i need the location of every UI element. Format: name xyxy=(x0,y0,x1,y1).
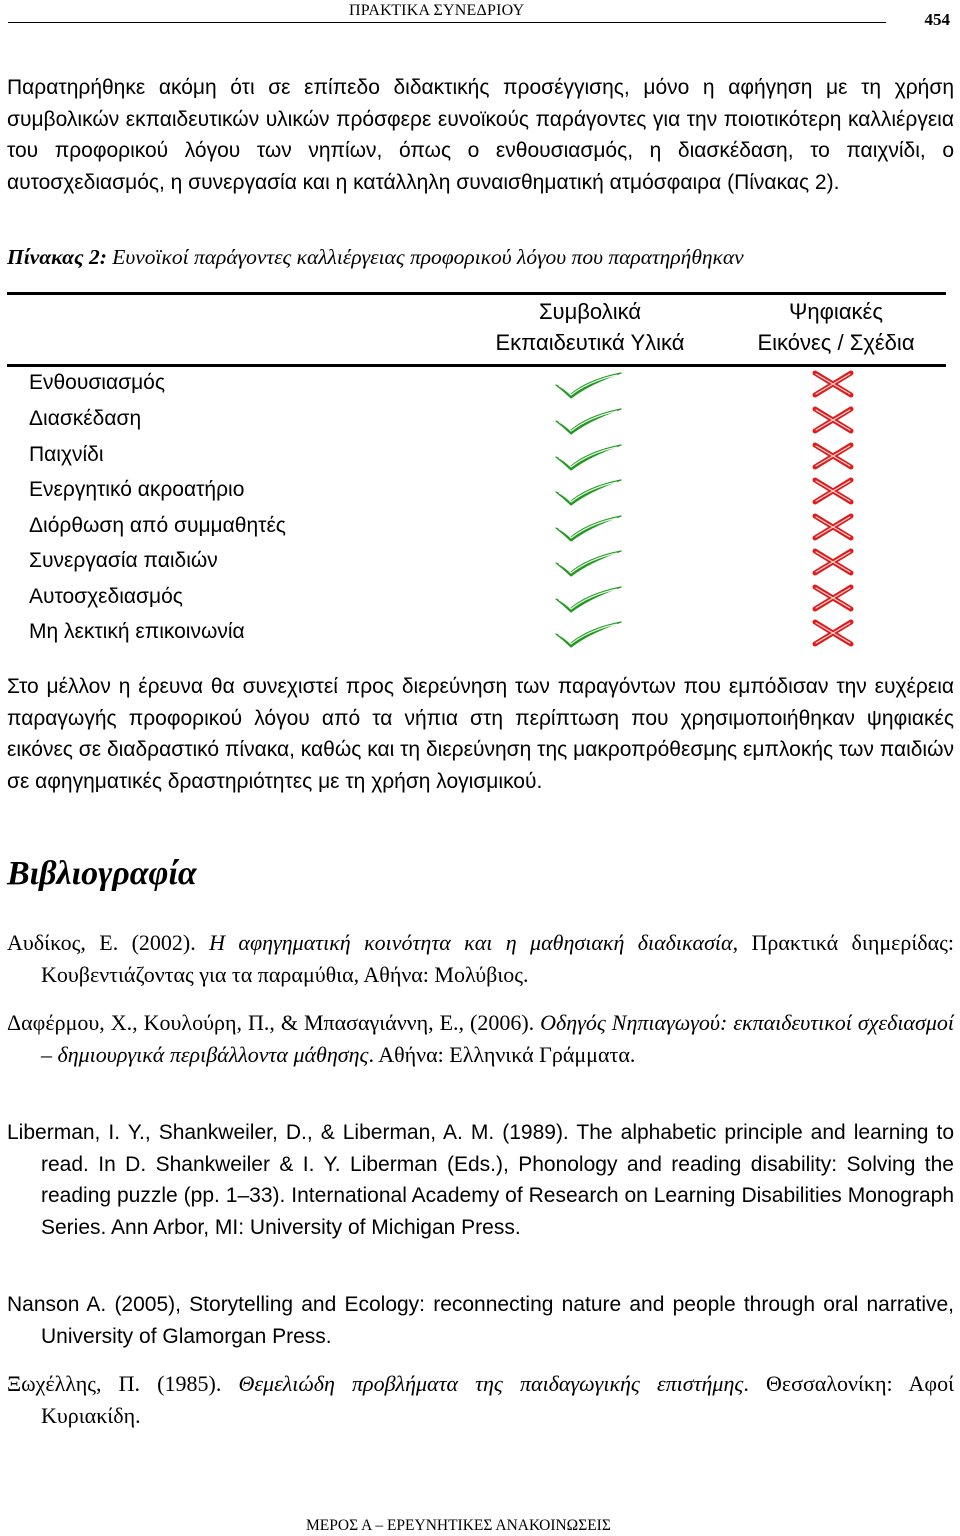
reference-details: Nanson A. (2005), Storytelling and Ecology: reconnecting nature and people through oral narrative, University of Glamorgan Press. xyxy=(7,1293,954,1348)
reference-entry xyxy=(7,1289,954,1352)
table-row-label: Ενεργητικό ακροατήριο xyxy=(29,478,245,501)
future-work-paragraph: Στο μέλλον η έρευνα θα συνεχιστεί προς διερεύνηση των παραγόντων που εμπόδισαν την ευχέρεια παραγωγής προφορικού λόγου από τα νήπια στη περίπτωση που χρησιμοποιήθηκαν ψηφιακές εικόνες σε διαδραστικό πίνακα, καθώς και τη διερεύνηση της μακροπρόθεσμης εμπλοκής των παιδιών σε αφηγηματικές δραστηριότητες με τη χρήση λογισμικού. xyxy=(7,675,954,793)
running-header: ΠΡΑΚΤΙΚΑ ΣΥΝΕΔΡΙΟΥ xyxy=(349,2,525,19)
table-row-label: Ενθουσιασμός xyxy=(29,371,165,394)
table-top-rule xyxy=(7,292,946,295)
check-mark-icon xyxy=(553,477,625,507)
bibliography-heading: Βιβλιογραφία xyxy=(7,855,197,892)
check-mark-icon xyxy=(553,513,625,543)
table-row-label: Διόρθωση από συμμαθητές xyxy=(29,514,286,537)
table-row-label: Συνεργασία παιδιών xyxy=(29,549,218,572)
table-row-label: Διασκέδαση xyxy=(29,407,142,430)
column-header-symbolic-line1: Συμβολικά xyxy=(538,299,642,324)
check-mark-icon xyxy=(553,442,625,472)
column-header-digital xyxy=(736,296,936,358)
check-mark-icon xyxy=(553,370,625,400)
check-mark-icon xyxy=(553,619,625,649)
table-caption-text: Ευνοϊκοί παράγοντες καλλιέργειας προφορικού λόγου που παρατηρήθηκαν xyxy=(106,245,744,269)
reference-title: Θεμελιώδη προβλήματα της παιδαγωγικής επιστήμης xyxy=(238,1371,744,1396)
cross-mark-icon xyxy=(810,512,856,542)
check-mark-icon xyxy=(553,406,625,436)
table-caption-label: Πίνακας 2: xyxy=(7,245,107,269)
reference-entry xyxy=(7,927,954,990)
column-header-digital-line1: Ψηφιακές xyxy=(789,299,883,324)
cross-mark-icon xyxy=(810,547,856,577)
reference-details: . Αθήνα: Ελληνικά Γράμματα. xyxy=(368,1041,636,1067)
reference-details: . Θεσσαλονίκη: Αφοί Κυριακίδη. xyxy=(41,1371,954,1428)
cross-mark-icon xyxy=(810,618,856,648)
reference-author: Αυδίκος, Ε. (2002). xyxy=(7,930,210,955)
reference-title: Οδηγός Νηπιαγωγού: εκπαιδευτικοί σχεδιασμοί – δημιουργικά περιβάλλοντα μάθησης xyxy=(41,1010,954,1067)
cross-mark-icon xyxy=(810,369,856,399)
column-header-symbolic xyxy=(470,296,710,358)
cross-mark-icon xyxy=(810,583,856,613)
check-mark-icon xyxy=(553,584,625,614)
cross-mark-icon xyxy=(810,476,856,506)
header-rule xyxy=(8,22,886,23)
reference-title: Η αφηγηματική κοινότητα και η μαθησιακή διαδικασία xyxy=(209,930,733,955)
intro-paragraph: Παρατηρήθηκε ακόμη ότι σε επίπεδο διδακτικής προσέγγισης, μόνο η αφήγηση με τη χρήση συμβολικών εκπαιδευτικών υλικών πρόσφερε ευνοϊκούς παράγοντες για την ποιοτικότερη καλλιέργεια του προφορικού λόγου των νηπίων, όπως ο ενθουσιασμός, η διασκέδαση, το παιχνίδι, ο αυτοσχεδιασμός, η συνεργασία και η κατάλληλη συναισθηματική ατμόσφαιρα (Πίνακας 2). xyxy=(7,76,954,194)
table-row-label: Αυτοσχεδιασμός xyxy=(29,585,183,608)
table-row-label: Παιχνίδι xyxy=(29,443,104,466)
reference-author: Ξωχέλλης, Π. (1985). xyxy=(7,1371,239,1396)
reference-entry xyxy=(7,1117,954,1243)
running-footer: ΜΕΡΟΣ Α – ΕΡΕΥΝΗΤΙΚΕΣ ΑΝΑΚΟΙΝΩΣΕΙΣ xyxy=(306,1517,611,1534)
reference-details: Liberman, I. Y., Shankweiler, D., & Liberman, A. M. (1989). The alphabetic principle and learning to read. In D. Shankweiler & I. Y. Liberman (Eds.), Phonology and reading disability: Solving the reading puzzle (pp. 1–33). International Academy of Research on Learning Disabilities Monograph Series. Ann Arbor, MI: University of Michigan Press. xyxy=(7,1121,954,1239)
column-header-symbolic-line2: Εκπαιδευτικά Υλικά xyxy=(495,330,685,355)
page-number: 454 xyxy=(924,10,950,29)
reference-entry xyxy=(7,1007,954,1070)
check-mark-icon xyxy=(553,548,625,578)
column-header-digital-line2: Εικόνες / Σχέδια xyxy=(757,330,915,355)
reference-details: , Πρακτικά διημερίδας: Κουβεντιάζοντας για τα παραμύθια, Αθήνα: Μολύβιος. xyxy=(41,930,954,987)
reference-author: Δαφέρμου, Χ., Κουλούρη, Π., & Μπασαγιάννη, Ε., (2006). xyxy=(7,1010,541,1035)
table-caption xyxy=(7,245,744,270)
reference-entry xyxy=(7,1368,954,1431)
table-header-rule xyxy=(7,364,946,367)
cross-mark-icon xyxy=(810,441,856,471)
table-row-label: Μη λεκτική επικοινωνία xyxy=(29,620,245,643)
cross-mark-icon xyxy=(810,405,856,435)
